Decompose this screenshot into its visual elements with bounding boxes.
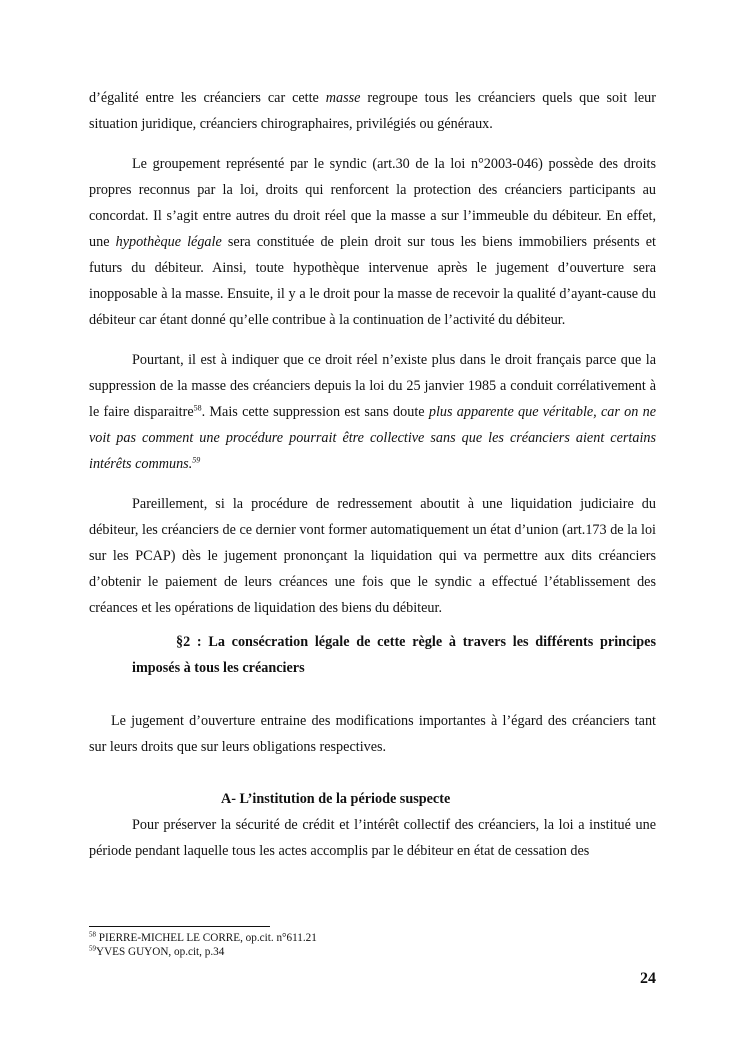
paragraph-1: d’égalité entre les créanciers car cette masse regroupe tous les créanciers quels que soit leur situation juridique, créanciers chirographaires, privilégiés ou généraux. (89, 90, 657, 132)
page-number: 24 (640, 970, 656, 987)
footnote-59: $^{59}$YVES GUYON, op.cit, p.34 (89, 944, 225, 958)
paragraph-4: Pareillement, si la procédure de redressement aboutit à une liquidation judiciaire du débiteur, les créanciers de ce dernier vont former automatiquement un état d’union (art.173 de la loi sur les PCAP) dès le jugement prononçant la liquidation qui va permettre aux dits créanciers d’obtenir le paiement de leurs créances une fois que le syndic a effectué l’établissement des créances et les opérations de liquidation des biens du débiteur. (89, 496, 656, 616)
emphasis-hypotheque: hypothèque légale (115, 234, 222, 250)
paragraph-5: Le jugement d’ouverture entraine des modifications importantes à l’égard des créanciers tant sur leurs droits que sur leurs obligations respectives. (89, 713, 656, 755)
footnote-58: $^{58}$ PIERRE-MICHEL LE CORRE, op.cit. n°611.21 (89, 930, 317, 944)
paragraph-6: Pour préserver la sécurité de crédit et l’intérêt collectif des créanciers, la loi a institué une période pendant laquelle tous les actes accomplis par le débiteur en état de cessation des (89, 817, 656, 859)
emphasis-quote: plus apparente que véritable, car on ne voit pas comment une procédure pourrait être collective sans que les créanciers aient certains intérêts communs. (89, 404, 656, 472)
footnote-ref-58[interactable]: 58 (193, 403, 202, 413)
emphasis-masse: masse (325, 90, 361, 106)
page-body (89, 85, 656, 864)
footnote-ref-59[interactable]: 59 (192, 455, 201, 465)
paragraph-2: Le groupement représenté par le syndic (art.30 de la loi n°2003-046) possède des droits propres reconnus par la loi, droits qui renforcent la protection des créanciers participants au concordat. Il s’agit entre autres du droit réel que la masse a sur l’immeuble du débiteur. En effet, une hypothèque légale sera constituée de plein droit sur tous les biens immobiliers présents et futurs du débiteur. Ainsi, toute hypothèque intervenue après le jugement d’ouverture sera inopposable à la masse. Ensuite, il y a le droit pour la masse de recevoir la qualité d’ayant-cause du débiteur car étant donné qu’elle contribue à la continuation de l’activité du débiteur. (89, 156, 656, 328)
paragraph-3: Pourtant, il est à indiquer que ce droit réel n’existe plus dans le droit français parce que la suppression de la masse des créanciers depuis la loi du 25 janvier 1985 a conduit corrélativement à le faire disparaitre$^{58}$. Mais cette suppression est sans doute plus apparente que véritable, car on ne voit pas comment une procédure pourrait être collective sans que les créanciers aient certains intérêts communs.$^{59}$ (89, 352, 656, 472)
footnotes (89, 926, 656, 959)
subheading: A- L’institution de la période suspecte (221, 791, 451, 807)
section-heading: §2 : La consécration légale de cette règle à travers les différents principes imposés à tous les créanciers (132, 634, 656, 676)
footnote-divider (89, 926, 270, 927)
